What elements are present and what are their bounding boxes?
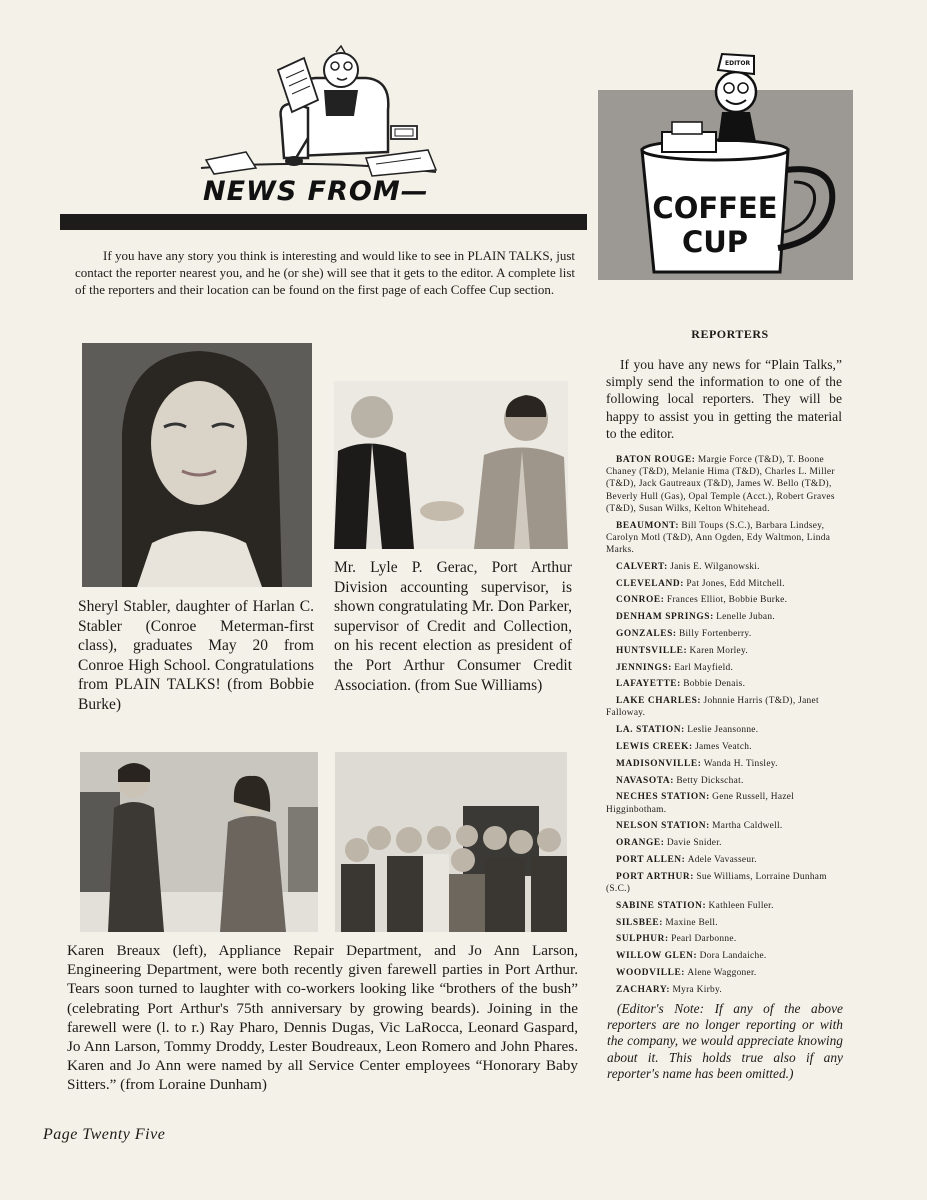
reporter-entry: NAVASOTA: Betty Dickschat. — [616, 775, 744, 786]
section-title: NEWS FROM— — [203, 176, 429, 207]
editor-hat-label: EDITOR — [725, 60, 751, 67]
reporter-entry: PORT ALLEN: Adele Vavasseur. — [616, 854, 757, 865]
reporter-entry: DENHAM SPRINGS: Lenelle Juban. — [616, 612, 776, 623]
page-number: Page Twenty Five — [43, 1126, 166, 1143]
reporter-entry: LEWIS CREEK: James Veatch. — [616, 741, 752, 752]
reporter-entry: CONROE: Frances Elliot, Bobbie Burke. — [616, 595, 788, 606]
reporter-entry: HUNTSVILLE: Karen Morley. — [616, 645, 749, 656]
reporter-entry: LA. STATION: Leslie Jeansonne. — [616, 725, 759, 736]
reporter-entry: GONZALES: Billy Fortenberry. — [616, 629, 752, 639]
reporter-entry: WILLOW GLEN: Dora Landaiche. — [616, 951, 767, 962]
reporter-entry: MADISONVILLE: Wanda H. Tinsley. — [616, 758, 778, 769]
reading-man-illustration — [196, 40, 446, 188]
reporters-list — [606, 454, 842, 1001]
reporter-entry: JENNINGS: Earl Mayfield. — [616, 662, 734, 673]
reporter-entry: LAKE CHARLES: Johnnie Harris (T&D), Janet Falloway. — [606, 696, 819, 719]
editors-note: (Editor's Note: If any of the above reporters are no longer reporting or with the company, we would appreciate knowing about it. This holds true also if any reporter's name has been omitted.) — [607, 1001, 843, 1081]
reporters-heading: REPORTERS — [691, 327, 769, 341]
reporter-entry: BEAUMONT: Bill Toups (S.C.), Barbara Lindsey, Carolyn Motl (T&D), Ann Ogden, Edy Waltmon, Linda Marks. — [606, 520, 831, 556]
reporter-entry: PORT ARTHUR: Sue Williams, Lorraine Dunham (S.C.) — [606, 871, 827, 894]
reporter-entry: SILSBEE: Maxine Bell. — [616, 917, 718, 928]
reporter-entry: NELSON STATION: Martha Caldwell. — [616, 821, 783, 832]
reporter-entry: SULPHUR: Pearl Darbonne. — [616, 934, 737, 945]
coffee-cup-logo — [598, 42, 853, 282]
farewell-caption: Karen Breaux (left), Appliance Repair Department, and Jo Ann Larson, Engineering Department, were both recently given farewell parties in Port Arthur. Tears soon turned to laughter with co-workers looking like “brothers of the bush” (celebrating Port Arthur's 75th anniversary by growing beards). Joining in the farewell were (l. to r.) Ray Pharo, Dennis Dugas, Vic LaRocca, Leonard Gaspard, Jo Ann Larson, Tommy Droddy, Lester Boudreaux, Leon Romero and John Phares. Karen and Jo Ann were named by all Service Center employees “Honorary Baby Sitters.” (from Loraine Dunham) — [67, 942, 578, 1094]
reporter-entry: ZACHARY: Myra Kirby. — [616, 984, 723, 995]
reporter-entry: CLEVELAND: Pat Jones, Edd Mitchell. — [616, 578, 785, 589]
coffee-logo-text: COFFEE — [652, 191, 778, 225]
reporter-entry: SABINE STATION: Kathleen Fuller. — [616, 900, 774, 911]
reporter-entry: CALVERT: Janis E. Wilganowski. — [616, 561, 760, 572]
group-photo — [335, 752, 567, 932]
gerac-caption: Mr. Lyle P. Gerac, Port Arthur Division accounting supervisor, is shown congratulating Mr. Don Parker, supervisor of Credit and Collection, on his recent election as president of the Port Arthur Consumer Credit Association. (from Sue Williams) — [334, 559, 572, 694]
reporter-entry: WOODVILLE: Alene Waggoner. — [616, 967, 757, 978]
reporters-intro: If you have any news for “Plain Talks,” simply send the information to one of the following local reporters. They will be happy to assist you in getting the material to the editor. — [606, 357, 842, 441]
sheryl-stabler-photo — [82, 343, 312, 587]
reporter-entry: LAFAYETTE: Bobbie Denais. — [616, 679, 746, 690]
cup-logo-text: CUP — [681, 225, 749, 259]
reporter-entry: NECHES STATION: Gene Russell, Hazel Higginbotham. — [606, 792, 795, 815]
sheryl-caption: Sheryl Stabler, daughter of Harlan C. Stabler (Conroe Meterman-first class), graduates May 20 from Conroe High School. Congratulations from PLAIN TALKS! (from Bobbie Burke) — [78, 598, 314, 713]
reporter-entry: BATON ROUGE: Margie Force (T&D), T. Boone Chaney (T&D), Melanie Hima (T&D), Charles L. Miller (T&D), Jack Gautreaux (T&D), James W. Bello (T&D), Beverly Hull (Gas), Opal Temple (Acct.), Robert Graves (T&D), Susan Wilks, Kelton Whitehead. — [606, 455, 835, 514]
intro-paragraph: If you have any story you think is interesting and would like to see in PLAIN TALKS, just contact the reporter nearest you, and he (or she) will see that it gets to the editor. A complete list of the reporters and their location can be found on the first page of each Coffee Cup section. — [75, 248, 575, 297]
handshake-photo — [334, 381, 568, 549]
farewell-party-photo — [80, 752, 318, 932]
reporter-entry: ORANGE: Davie Snider. — [616, 838, 722, 849]
title-rule — [60, 214, 587, 230]
